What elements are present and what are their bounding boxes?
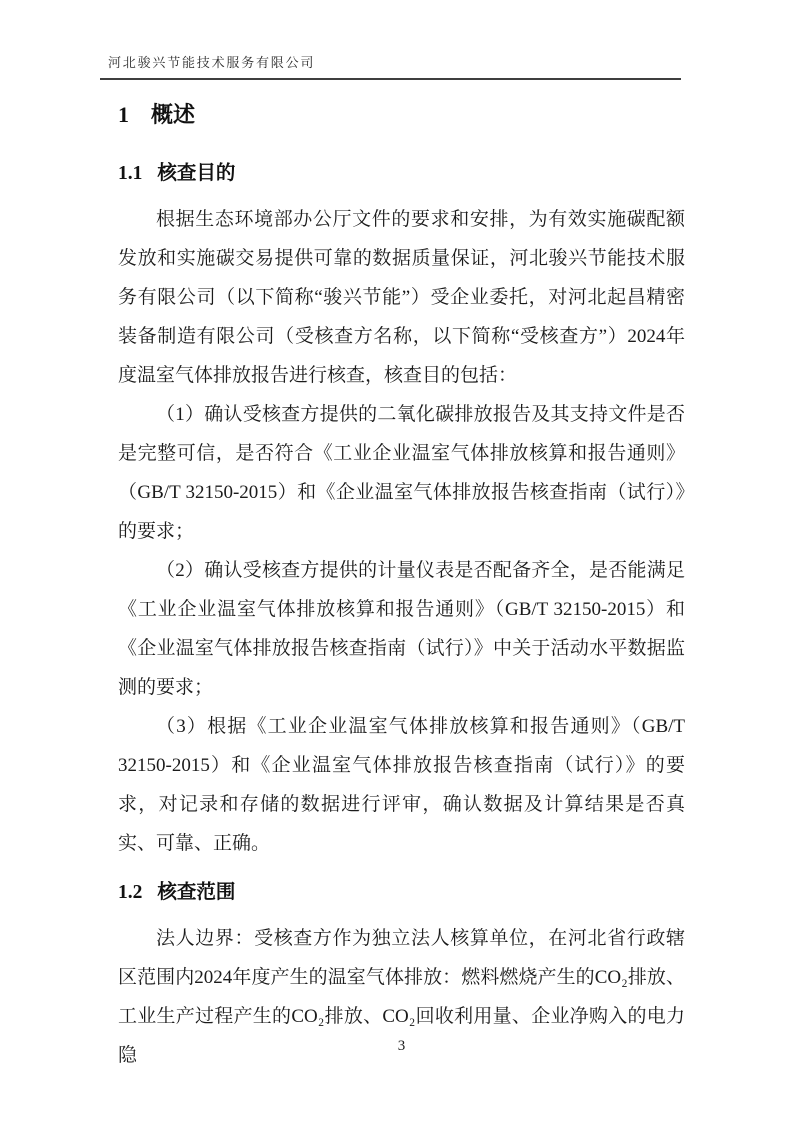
- chapter-title: 概述: [151, 102, 196, 127]
- document-content: [118, 0, 685, 1075]
- body-paragraph: （1）确认受核查方提供的二氧化碳排放报告及其支持文件是否是完整可信，是否符合《工业企业温室气体排放核算和报告通则》（GB/T 32150-2015）和《企业温室气体排放报告核查指南（试行）》的要求；: [118, 404, 685, 542]
- section-heading-1-1: [118, 160, 685, 188]
- body-paragraph: 法人边界：受核查方作为独立法人核算单位，在河北省行政辖区范围内2024年度产生的温室气体排放：燃料燃烧产生的CO₂排放、工业生产过程产生的CO₂排放、CO₂回收利用量、企业净购入的电力隐: [118, 928, 685, 1066]
- section-number: 1.2: [118, 882, 143, 903]
- section-heading-1-2: [118, 879, 685, 907]
- page-number: 3: [397, 1038, 406, 1054]
- body-paragraph: 根据生态环境部办公厅文件的要求和安排，为有效实施碳配额发放和实施碳交易提供可靠的数据质量保证，河北骏兴节能技术服务有限公司（以下简称“骏兴节能”）受企业委托，对河北起昌精密装备制造有限公司（受核查方名称，以下简称“受核查方”）2024年度温室气体排放报告进行核查，核查目的包括：: [118, 209, 685, 386]
- chapter-number: 1: [118, 102, 129, 127]
- company-name: 河北骏兴节能技术服务有限公司: [108, 55, 316, 70]
- body-paragraph: （3）根据《工业企业温室气体排放核算和报告通则》（GB/T 32150-2015）和《企业温室气体排放报告核查指南（试行）》的要求，对记录和存储的数据进行评审，确认数据及计算结果是否真实、可靠、正确。: [118, 716, 685, 854]
- section-title: 核查目的: [157, 163, 236, 184]
- section-title: 核查范围: [157, 882, 236, 903]
- body-paragraph: （2）确认受核查方提供的计量仪表是否配备齐全，是否能满足《工业企业温室气体排放核算和报告通则》（GB/T 32150-2015）和《企业温室气体排放报告核查指南（试行）》中关于活动水平数据监测的要求；: [118, 560, 685, 698]
- section-number: 1.1: [118, 163, 143, 184]
- chapter-heading: [118, 100, 685, 130]
